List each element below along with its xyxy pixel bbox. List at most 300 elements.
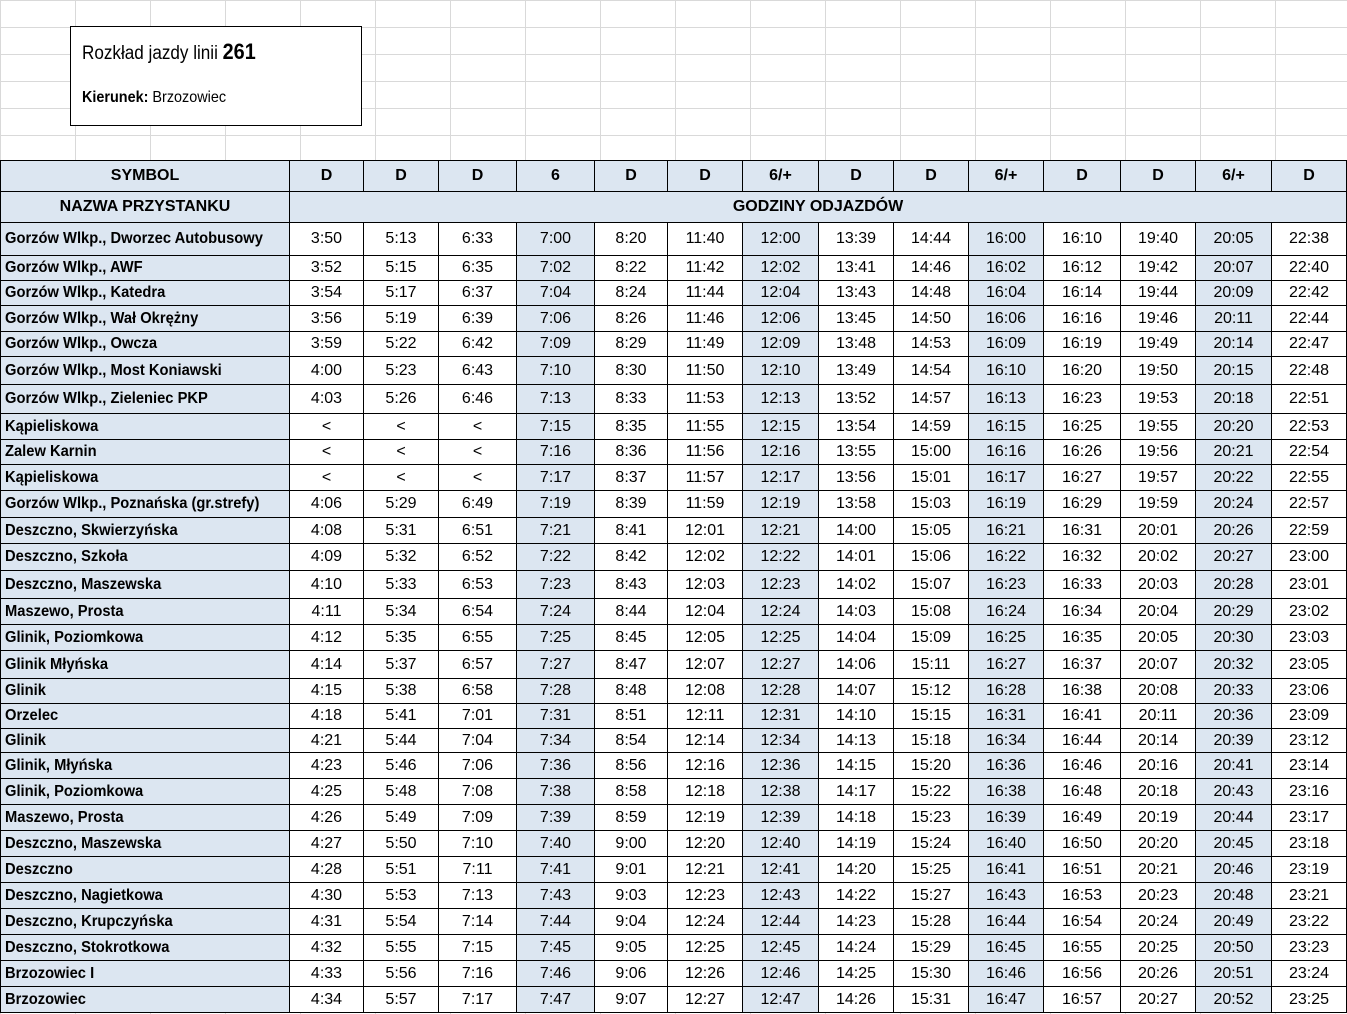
- departure-time: 20:50: [1196, 935, 1272, 961]
- departure-time: 19:40: [1121, 223, 1196, 256]
- line-number: 261: [222, 39, 256, 64]
- departure-time: 8:44: [595, 599, 668, 625]
- departure-time: 20:52: [1196, 987, 1272, 1013]
- departure-time: 7:44: [517, 909, 595, 935]
- departure-time: 8:37: [595, 465, 668, 491]
- departure-time: 8:45: [595, 625, 668, 651]
- departure-time: 7:38: [517, 779, 595, 805]
- table-row: [1, 440, 1347, 465]
- symbol-cell: D: [290, 161, 364, 192]
- departure-time: 7:17: [439, 987, 517, 1013]
- stop-name: [1, 857, 290, 883]
- departure-time: 19:50: [1121, 357, 1196, 385]
- departure-time: 15:05: [894, 518, 969, 544]
- departure-time: 22:48: [1272, 357, 1347, 385]
- table-row: [1, 961, 1347, 987]
- departure-time: 16:16: [969, 440, 1044, 465]
- departure-time: 16:23: [969, 571, 1044, 599]
- departure-time: 7:13: [439, 883, 517, 909]
- departure-time: 20:14: [1196, 332, 1272, 357]
- departure-time: 20:27: [1121, 987, 1196, 1013]
- departure-time: 4:32: [290, 935, 364, 961]
- symbol-cell: 6/+: [743, 161, 819, 192]
- departure-time: 23:25: [1272, 987, 1347, 1013]
- departure-time: 14:26: [819, 987, 894, 1013]
- departure-time: 23:18: [1272, 831, 1347, 857]
- stop-name: [1, 440, 290, 465]
- stop-name-text: Zalew Karnin: [5, 443, 97, 460]
- table-row: [1, 599, 1347, 625]
- departure-time: 5:56: [364, 961, 439, 987]
- departure-time: 5:49: [364, 805, 439, 831]
- departure-time: 16:57: [1044, 987, 1121, 1013]
- stop-name-text: Kąpieliskowa: [5, 468, 99, 486]
- stop-name-text: Glinik: [5, 731, 46, 749]
- departure-time: 5:51: [364, 857, 439, 883]
- departure-time: 20:48: [1196, 883, 1272, 909]
- table-row: [1, 651, 1347, 679]
- departure-time: 12:04: [668, 599, 743, 625]
- departure-time: 16:10: [1044, 223, 1121, 256]
- departure-time: 16:34: [1044, 599, 1121, 625]
- stop-name: [1, 491, 290, 518]
- departure-time: 16:31: [969, 704, 1044, 729]
- table-row: [1, 491, 1347, 518]
- stop-name-text: Gorzów Wlkp., Dworzec Autobusowy: [5, 230, 263, 247]
- departure-time: 16:45: [969, 935, 1044, 961]
- departure-time: 5:41: [364, 704, 439, 729]
- departure-time: 8:42: [595, 544, 668, 571]
- departure-time: 9:04: [595, 909, 668, 935]
- departure-time: 16:39: [969, 805, 1044, 831]
- departure-time: 12:16: [743, 440, 819, 465]
- stop-name: [1, 805, 290, 831]
- departure-time: 12:17: [743, 465, 819, 491]
- departure-time: 23:22: [1272, 909, 1347, 935]
- departure-time: 16:26: [1044, 440, 1121, 465]
- departure-time: 7:09: [517, 332, 595, 357]
- departure-time: 12:26: [668, 961, 743, 987]
- departure-time: 14:13: [819, 729, 894, 753]
- departure-time: 16:36: [969, 753, 1044, 779]
- departure-time: 20:15: [1196, 357, 1272, 385]
- departure-time: 13:52: [819, 385, 894, 414]
- departure-time: 16:02: [969, 256, 1044, 281]
- departure-time: 12:44: [743, 909, 819, 935]
- departure-time: 16:25: [1044, 414, 1121, 440]
- departure-time: 9:06: [595, 961, 668, 987]
- stop-name: [1, 571, 290, 599]
- departure-time: 8:43: [595, 571, 668, 599]
- departure-time: 13:45: [819, 306, 894, 332]
- departure-time: 8:29: [595, 332, 668, 357]
- departure-time: 7:08: [439, 779, 517, 805]
- departure-time: 20:18: [1121, 779, 1196, 805]
- departure-time: 16:35: [1044, 625, 1121, 651]
- departure-time: 14:59: [894, 414, 969, 440]
- departure-time: 20:23: [1121, 883, 1196, 909]
- departure-time: 16:38: [969, 779, 1044, 805]
- departure-time: 20:29: [1196, 599, 1272, 625]
- departure-time: 23:14: [1272, 753, 1347, 779]
- departure-time: 16:27: [969, 651, 1044, 679]
- departure-time: 5:38: [364, 679, 439, 704]
- departure-time: 14:19: [819, 831, 894, 857]
- departure-time: 3:59: [290, 332, 364, 357]
- departure-time: 20:20: [1121, 831, 1196, 857]
- departure-time: 14:00: [819, 518, 894, 544]
- departure-time: 23:21: [1272, 883, 1347, 909]
- departure-time: 9:05: [595, 935, 668, 961]
- stop-name: [1, 223, 290, 256]
- departure-time: <: [290, 414, 364, 440]
- departure-time: 15:28: [894, 909, 969, 935]
- departure-time: 12:23: [743, 571, 819, 599]
- departure-time: 20:16: [1121, 753, 1196, 779]
- table-row: [1, 571, 1347, 599]
- departure-time: 7:17: [517, 465, 595, 491]
- departure-time: 15:00: [894, 440, 969, 465]
- departure-time: 12:40: [743, 831, 819, 857]
- departure-time: 15:30: [894, 961, 969, 987]
- departure-time: 12:11: [668, 704, 743, 729]
- departure-time: 8:47: [595, 651, 668, 679]
- departure-time: 5:50: [364, 831, 439, 857]
- departure-time: 11:53: [668, 385, 743, 414]
- departure-time: 7:04: [439, 729, 517, 753]
- departure-time: 20:32: [1196, 651, 1272, 679]
- departure-time: 13:55: [819, 440, 894, 465]
- departure-time: 7:09: [439, 805, 517, 831]
- departure-time: 14:24: [819, 935, 894, 961]
- stop-name: [1, 544, 290, 571]
- departure-time: 23:06: [1272, 679, 1347, 704]
- departure-time: 5:35: [364, 625, 439, 651]
- departure-time: <: [364, 440, 439, 465]
- departure-time: 8:33: [595, 385, 668, 414]
- departure-time: 7:25: [517, 625, 595, 651]
- departure-time: 12:36: [743, 753, 819, 779]
- departure-time: 20:51: [1196, 961, 1272, 987]
- departure-time: 14:02: [819, 571, 894, 599]
- stop-name: [1, 385, 290, 414]
- departure-time: 7:31: [517, 704, 595, 729]
- departure-time: 23:12: [1272, 729, 1347, 753]
- departure-time: 12:24: [743, 599, 819, 625]
- symbol-cell: 6/+: [1196, 161, 1272, 192]
- table-row: [1, 332, 1347, 357]
- symbol-cell: D: [894, 161, 969, 192]
- departure-time: 13:58: [819, 491, 894, 518]
- departure-time: 6:53: [439, 571, 517, 599]
- departure-time: 19:44: [1121, 281, 1196, 306]
- departure-time: 12:39: [743, 805, 819, 831]
- direction-value: Brzozowiec: [152, 89, 227, 106]
- departure-time: 14:44: [894, 223, 969, 256]
- departure-time: 4:31: [290, 909, 364, 935]
- departure-time: 12:19: [743, 491, 819, 518]
- departure-time: 20:22: [1196, 465, 1272, 491]
- stop-name-text: Maszewo, Prosta: [5, 808, 124, 826]
- departure-time: 20:41: [1196, 753, 1272, 779]
- departure-time: 4:28: [290, 857, 364, 883]
- departure-time: 6:55: [439, 625, 517, 651]
- departure-time: 5:54: [364, 909, 439, 935]
- departure-time: 4:11: [290, 599, 364, 625]
- departure-time: 14:07: [819, 679, 894, 704]
- departure-time: 4:08: [290, 518, 364, 544]
- stop-name-text: Glinik, Młyńska: [5, 756, 113, 774]
- departure-time: 15:20: [894, 753, 969, 779]
- departure-time: 16:25: [969, 625, 1044, 651]
- departure-time: 8:35: [595, 414, 668, 440]
- departure-time: 16:23: [1044, 385, 1121, 414]
- departure-time: 12:28: [743, 679, 819, 704]
- symbol-cell: D: [364, 161, 439, 192]
- stop-name: [1, 599, 290, 625]
- stop-name-text: Glinik Młyńska: [5, 655, 109, 673]
- departure-time: 22:54: [1272, 440, 1347, 465]
- table-row: [1, 729, 1347, 753]
- departure-time: 7:39: [517, 805, 595, 831]
- departure-time: 3:52: [290, 256, 364, 281]
- departure-time: 20:21: [1121, 857, 1196, 883]
- departure-time: 16:41: [1044, 704, 1121, 729]
- departure-time: 15:07: [894, 571, 969, 599]
- table-row: [1, 679, 1347, 704]
- departure-time: 12:20: [668, 831, 743, 857]
- departure-time: 12:00: [743, 223, 819, 256]
- departure-time: 16:10: [969, 357, 1044, 385]
- departure-time: 15:27: [894, 883, 969, 909]
- departure-time: 6:43: [439, 357, 517, 385]
- departure-time: 16:27: [1044, 465, 1121, 491]
- departure-time: 12:07: [668, 651, 743, 679]
- timetable-title: [82, 39, 256, 65]
- departure-time: 16:44: [1044, 729, 1121, 753]
- stop-name: [1, 729, 290, 753]
- departure-time: 14:23: [819, 909, 894, 935]
- departure-time: 16:37: [1044, 651, 1121, 679]
- departure-time: 22:47: [1272, 332, 1347, 357]
- departure-time: 11:59: [668, 491, 743, 518]
- departure-time: 11:50: [668, 357, 743, 385]
- stop-name: [1, 306, 290, 332]
- departure-time: 23:02: [1272, 599, 1347, 625]
- departure-time: 15:24: [894, 831, 969, 857]
- table-row: [1, 753, 1347, 779]
- departure-time: 7:23: [517, 571, 595, 599]
- stop-name: [1, 987, 290, 1013]
- departure-time: 8:41: [595, 518, 668, 544]
- departure-time: 8:56: [595, 753, 668, 779]
- departure-time: 4:06: [290, 491, 364, 518]
- departure-time: 12:47: [743, 987, 819, 1013]
- departure-time: 20:36: [1196, 704, 1272, 729]
- departure-time: 20:25: [1121, 935, 1196, 961]
- symbol-cell: D: [1121, 161, 1196, 192]
- stop-name: [1, 704, 290, 729]
- departure-time: <: [290, 440, 364, 465]
- departure-time: 20:03: [1121, 571, 1196, 599]
- direction-label: Kierunek:: [82, 89, 149, 106]
- departure-time: 20:11: [1121, 704, 1196, 729]
- stop-name-text: Deszczno, Nagietkowa: [5, 886, 163, 904]
- departure-time: 5:29: [364, 491, 439, 518]
- departure-time: 16:41: [969, 857, 1044, 883]
- table-row: [1, 805, 1347, 831]
- table-row: [1, 779, 1347, 805]
- departure-time: <: [290, 465, 364, 491]
- departure-time: 13:41: [819, 256, 894, 281]
- departure-time: 16:12: [1044, 256, 1121, 281]
- departure-time: 16:48: [1044, 779, 1121, 805]
- departure-time: 6:52: [439, 544, 517, 571]
- departure-time: 12:15: [743, 414, 819, 440]
- stop-name: [1, 935, 290, 961]
- stop-name-text: Gorzów Wlkp., Most Koniawski: [5, 361, 222, 379]
- stop-name-text: Gorzów Wlkp., Poznańska (gr.strefy): [5, 495, 260, 512]
- departure-time: 5:22: [364, 332, 439, 357]
- symbol-label: SYMBOL: [1, 161, 290, 192]
- departure-time: 5:44: [364, 729, 439, 753]
- departure-time: 20:14: [1121, 729, 1196, 753]
- departure-time: 15:11: [894, 651, 969, 679]
- departure-time: 4:30: [290, 883, 364, 909]
- departure-time: 16:40: [969, 831, 1044, 857]
- departure-time: 14:06: [819, 651, 894, 679]
- stop-name-label: NAZWA PRZYSTANKU: [1, 192, 290, 223]
- departure-time: 5:57: [364, 987, 439, 1013]
- departure-time: 12:43: [743, 883, 819, 909]
- departure-time: 7:16: [439, 961, 517, 987]
- symbol-cell: D: [819, 161, 894, 192]
- departure-time: 12:06: [743, 306, 819, 332]
- departure-time: 11:40: [668, 223, 743, 256]
- departure-time: 16:00: [969, 223, 1044, 256]
- departure-time: 7:02: [517, 256, 595, 281]
- departure-time: 12:24: [668, 909, 743, 935]
- stop-name: [1, 753, 290, 779]
- departure-time: 4:18: [290, 704, 364, 729]
- departure-time: 9:01: [595, 857, 668, 883]
- departure-time: 22:57: [1272, 491, 1347, 518]
- departure-time: 23:00: [1272, 544, 1347, 571]
- departure-time: 16:19: [969, 491, 1044, 518]
- departure-time: 13:54: [819, 414, 894, 440]
- departure-time: 11:55: [668, 414, 743, 440]
- departure-time: 5:26: [364, 385, 439, 414]
- departure-time: 16:16: [1044, 306, 1121, 332]
- departure-time: 22:53: [1272, 414, 1347, 440]
- stop-name: [1, 883, 290, 909]
- table-row: [1, 518, 1347, 544]
- departure-time: 15:12: [894, 679, 969, 704]
- table-row: [1, 306, 1347, 332]
- departure-time: 16:24: [969, 599, 1044, 625]
- departure-time: 16:14: [1044, 281, 1121, 306]
- departure-time: 12:31: [743, 704, 819, 729]
- departure-time: 11:46: [668, 306, 743, 332]
- departure-time: 7:04: [517, 281, 595, 306]
- departure-time: 4:21: [290, 729, 364, 753]
- departure-time: 14:04: [819, 625, 894, 651]
- departure-time: 16:22: [969, 544, 1044, 571]
- departure-time: 20:07: [1196, 256, 1272, 281]
- departure-time: 16:06: [969, 306, 1044, 332]
- departure-time: 4:27: [290, 831, 364, 857]
- departure-time: 14:57: [894, 385, 969, 414]
- departure-time: 20:19: [1121, 805, 1196, 831]
- table-row: [1, 414, 1347, 440]
- departure-time: 14:15: [819, 753, 894, 779]
- departure-time: 20:20: [1196, 414, 1272, 440]
- departure-time: 14:46: [894, 256, 969, 281]
- departure-time: 8:54: [595, 729, 668, 753]
- title-prefix: Rozkład jazdy linii: [82, 43, 218, 64]
- departure-time: 20:27: [1196, 544, 1272, 571]
- departure-time: 12:03: [668, 571, 743, 599]
- departure-time: 11:57: [668, 465, 743, 491]
- table-row: [1, 544, 1347, 571]
- departure-time: 23:16: [1272, 779, 1347, 805]
- departure-time: 7:36: [517, 753, 595, 779]
- departure-time: 20:04: [1121, 599, 1196, 625]
- departure-time: 20:33: [1196, 679, 1272, 704]
- departure-time: 8:51: [595, 704, 668, 729]
- departure-time: 6:51: [439, 518, 517, 544]
- departure-time: 4:10: [290, 571, 364, 599]
- departure-time: 12:16: [668, 753, 743, 779]
- departure-time: 6:54: [439, 599, 517, 625]
- table-row: [1, 704, 1347, 729]
- stop-name: [1, 332, 290, 357]
- departure-time: 14:03: [819, 599, 894, 625]
- departure-time: 20:26: [1121, 961, 1196, 987]
- departure-time: 12:23: [668, 883, 743, 909]
- departure-time: 16:51: [1044, 857, 1121, 883]
- departure-time: 20:28: [1196, 571, 1272, 599]
- departure-time: 20:24: [1121, 909, 1196, 935]
- departure-time: 20:18: [1196, 385, 1272, 414]
- departure-time: <: [364, 414, 439, 440]
- departure-time: 7:14: [439, 909, 517, 935]
- departure-time: 12:38: [743, 779, 819, 805]
- departure-time: 12:19: [668, 805, 743, 831]
- stop-name-text: Gorzów Wlkp., Zieleniec PKP: [5, 390, 208, 407]
- stop-name: [1, 961, 290, 987]
- departure-time: 12:27: [743, 651, 819, 679]
- stop-name-text: Deszczno: [5, 860, 73, 878]
- departure-time: 7:34: [517, 729, 595, 753]
- departure-time: <: [439, 465, 517, 491]
- departure-time: 8:39: [595, 491, 668, 518]
- table-row: [1, 256, 1347, 281]
- departure-time: 20:43: [1196, 779, 1272, 805]
- departure-time: 7:10: [439, 831, 517, 857]
- departure-time: 4:25: [290, 779, 364, 805]
- departure-time: 12:22: [743, 544, 819, 571]
- departure-time: 20:49: [1196, 909, 1272, 935]
- table-row: [1, 987, 1347, 1013]
- departure-time: 7:13: [517, 385, 595, 414]
- stop-name-text: Gorzów Wlkp., Katedra: [5, 284, 166, 301]
- direction: [82, 89, 226, 107]
- stop-name-text: Maszewo, Prosta: [5, 602, 124, 620]
- departure-time: 3:50: [290, 223, 364, 256]
- departure-time: 20:21: [1196, 440, 1272, 465]
- stop-name-text: Gorzów Wlkp., Wał Okrężny: [5, 309, 199, 327]
